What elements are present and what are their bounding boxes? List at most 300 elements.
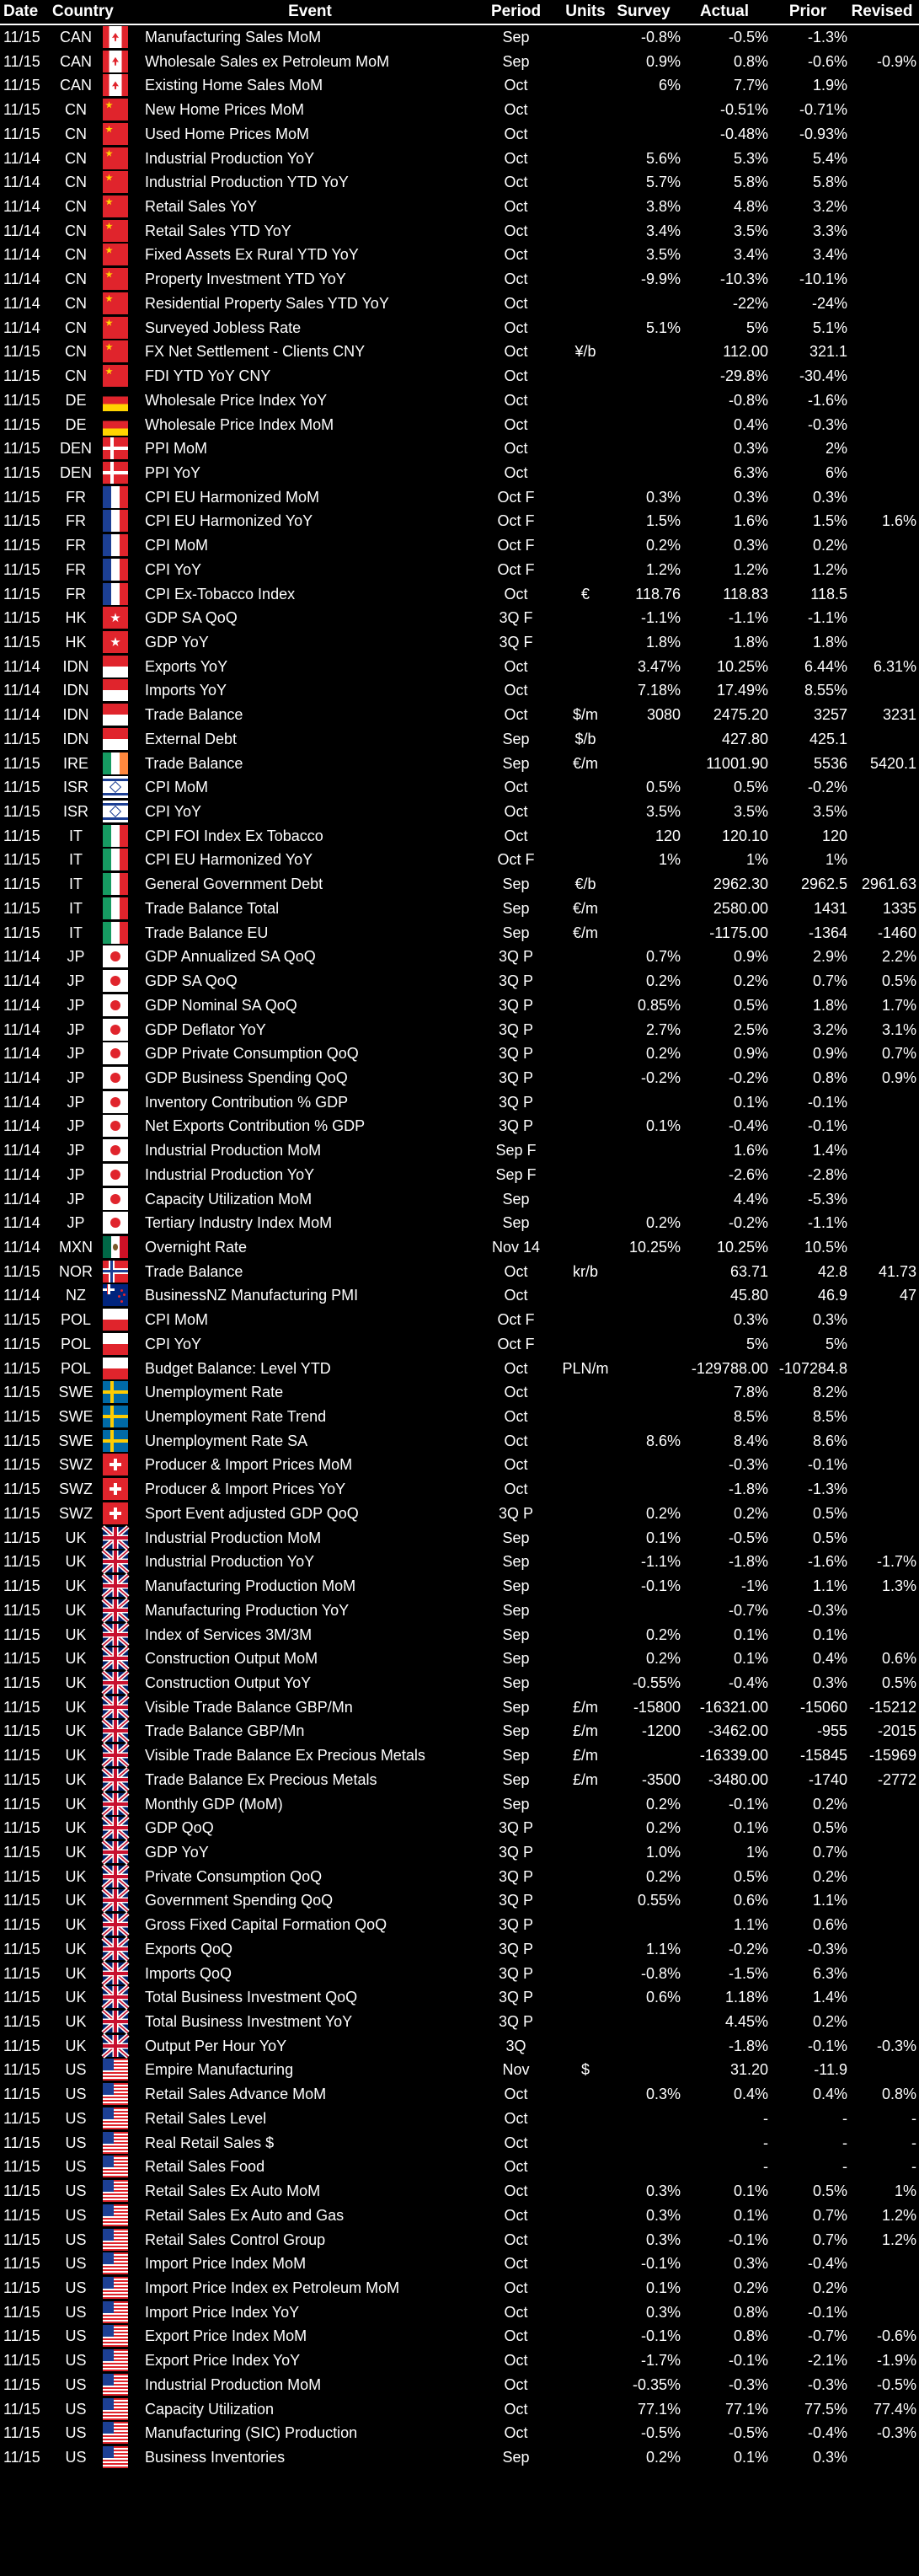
cell-survey: 1.5% [645,512,681,530]
cell-country: UK [65,1770,87,1788]
cell-event: Retail Sales Ex Auto and Gas [145,2206,345,2224]
cell-period: Oct [504,149,528,167]
cell-date: 11/15 [3,1795,40,1813]
cell-prior: -1.6% [807,391,847,409]
table-row [0,485,919,509]
cell-survey: 120 [655,827,681,844]
hk-flag-icon [103,631,128,653]
cell-revised [847,1477,916,1501]
cell-survey: 0.2% [645,1795,681,1813]
cell-event: Unemployment Rate Trend [145,1408,327,1426]
fr-flag-icon [103,510,128,532]
cell-survey [606,1380,681,1404]
cell-revised [847,630,916,654]
cell-country: UK [65,1650,87,1668]
cell-period: Oct [504,367,528,385]
cell-event: CPI YoY [145,560,202,578]
cell-survey: 0.2% [645,1650,681,1668]
cell-actual: -0.4% [728,1117,768,1135]
cell-country: POL [60,1359,92,1377]
table-row [0,1066,919,1090]
cell-prior: -1.3% [807,29,847,46]
country-flag [101,2421,130,2445]
cell-actual: -1.1% [728,609,768,627]
country-flag [101,1719,130,1743]
cell-event: CPI EU Harmonized MoM [145,488,320,506]
no-flag-icon [103,1261,128,1283]
cell-event: Net Exports Contribution % GDP [145,1117,366,1135]
cell-revised: 1.6% [881,512,916,530]
ca-flag-icon [103,26,128,48]
cell-revised [847,800,916,823]
uk-flag-icon [103,1769,128,1791]
cell-actual: 0.5% [733,779,768,796]
table-row [0,219,919,243]
cell-survey [606,1090,681,1114]
cell-country: CAN [59,77,92,94]
jp-flag-icon [103,1067,128,1089]
cell-actual: -22% [732,294,768,312]
country-flag [101,1380,130,1404]
country-flag [101,2179,130,2203]
cell-actual: -1% [740,1577,768,1595]
cell-country: US [65,2279,87,2296]
cell-country: US [65,2352,87,2370]
cell-prior: 3.5% [812,803,847,821]
cell-period: Oct [504,1456,528,1474]
cell-revised [847,25,916,49]
cell-revised [847,122,916,146]
cell-prior: 5.8% [812,174,847,191]
cell-period: Oct [504,1481,528,1498]
cell-survey [606,2107,681,2130]
cell-event: Trade Balance [145,1262,243,1280]
cell-revised [847,364,916,388]
country-flag [101,1357,130,1380]
cell-actual: 1.1% [733,1916,768,1934]
cell-survey: -9.9% [640,270,681,288]
cell-country: US [65,2375,87,2393]
cell-revised [847,1865,916,1888]
cell-date: 11/15 [3,101,40,119]
table-row [0,340,919,363]
cell-units: €/b [574,876,596,893]
uk-flag-icon [103,1914,128,1936]
cell-country: JP [67,972,85,990]
table-row [0,1357,919,1380]
country-flag [101,1671,130,1695]
cell-date: 11/15 [3,1529,40,1546]
cell-country: IT [69,876,83,893]
cell-country: JP [67,1045,85,1063]
cell-revised: 3231 [882,706,916,724]
cell-revised: 1.3% [881,1577,916,1595]
cell-actual: 1.18% [724,1989,768,2006]
country-flag [101,147,130,170]
cell-country: CN [65,294,87,312]
cell-survey: 0.2% [645,972,681,990]
uk-flag-icon [103,1550,128,1572]
cell-country: DE [65,391,87,409]
cell-period: Oct [504,222,528,239]
cell-actual: 2475.20 [713,706,768,724]
cell-country: UK [65,1964,87,1982]
country-flag [101,993,130,1017]
cell-period: Sep [502,899,530,917]
cell-country: US [65,2109,87,2127]
table-row [0,1840,919,1864]
cell-period: Sep [502,1577,530,1595]
cell-actual: -0.5% [728,29,768,46]
cell-survey [606,1332,681,1356]
cell-actual: 0.2% [733,2279,768,2296]
cell-date: 11/14 [3,319,40,336]
cell-survey [606,122,681,146]
cell-prior: 2% [825,440,847,458]
cell-date: 11/15 [3,2255,40,2273]
cell-date: 11/15 [3,1964,40,1982]
cell-revised: 1335 [882,899,916,917]
cell-revised: 2961.63 [861,876,916,893]
cell-survey: 0.7% [645,948,681,966]
country-flag [101,2155,130,2178]
cell-country: HK [65,634,87,651]
table-row [0,2300,919,2324]
cell-prior: 1.1% [812,1892,847,1909]
table-row [0,655,919,678]
pl-flag-icon [103,1333,128,1355]
country-flag [101,388,130,412]
cell-date: 11/15 [3,1504,40,1522]
cell-period: 3Q P [498,1819,534,1837]
cell-prior: -0.1% [807,2037,847,2054]
cell-date: 11/15 [3,560,40,578]
cell-event: Business Inventories [145,2449,286,2466]
cell-prior: -107284.8 [778,1359,847,1377]
cell-country: SWZ [59,1456,93,1474]
cell-survey: -15800 [633,1698,681,1716]
cell-country: UK [65,1698,87,1716]
cell-event: CPI MoM [145,1311,209,1329]
cell-revised [847,775,916,799]
cell-period: Sep [502,1770,530,1788]
country-flag [101,1695,130,1719]
cell-prior: 42.8 [817,1262,847,1280]
cell-revised: -0.6% [876,2327,916,2345]
cell-date: 11/15 [3,2206,40,2224]
table-row [0,170,919,194]
cell-date: 11/15 [3,1650,40,1668]
cell-survey: 1.8% [645,634,681,651]
cell-country: IT [69,827,83,844]
country-flag [101,2131,130,2155]
country-flag [101,1114,130,1138]
cell-revised [847,1187,916,1211]
jp-flag-icon [103,1188,128,1210]
cell-country: ISR [62,803,88,821]
cell-date: 11/15 [3,1698,40,1716]
table-row [0,2082,919,2106]
cell-period: Oct [504,2206,528,2224]
cell-country: CAN [59,52,92,70]
cell-period: 3Q P [498,1892,534,1909]
de-flag-icon [103,389,128,411]
uk-flag-icon [103,1963,128,1984]
cell-period: Oct [504,2375,528,2393]
cell-survey: 3.5% [645,803,681,821]
cell-event: Output Per Hour YoY [145,2037,287,2054]
cell-event: GDP Deflator YoY [145,1020,266,1038]
cell-event: Used Home Prices MoM [145,125,310,142]
cn-flag-icon [103,195,128,217]
cell-country: UK [65,1601,87,1619]
cell-survey [606,1187,681,1211]
country-flag [101,461,130,485]
cell-revised: -2015 [877,1722,916,1740]
country-flag [101,1260,130,1283]
us-flag-icon [103,2422,128,2444]
cell-date: 11/14 [3,657,40,675]
table-row [0,2228,919,2252]
cell-date: 11/15 [3,1262,40,1280]
cell-date: 11/15 [3,463,40,481]
cell-prior: 2962.5 [800,876,847,893]
cell-prior: 0.5% [812,2182,847,2200]
cell-prior: 1.8% [812,996,847,1014]
table-row [0,413,919,436]
country-flag [101,219,130,243]
cell-prior: -5.3% [807,1190,847,1208]
cell-date: 11/15 [3,2303,40,2321]
cell-country: IT [69,924,83,941]
cell-survey: 0.55% [637,1892,681,1909]
cell-event: Budget Balance: Level YTD [145,1359,331,1377]
cell-units: £/m [572,1770,598,1788]
us-flag-icon [103,2204,128,2226]
cell-event: GDP SA QoQ [145,972,238,990]
table-row [0,1768,919,1791]
country-flag [101,1888,130,1912]
cell-country: UK [65,1674,87,1691]
cell-date: 11/15 [3,1867,40,1885]
cell-event: Private Consumption QoQ [145,1867,323,1885]
country-flag [101,921,130,945]
cell-country: US [65,2061,87,2079]
cell-revised [847,436,916,460]
cell-event: CPI MoM [145,537,209,554]
cell-units: $/m [572,706,598,724]
cell-actual: 4.4% [733,1190,768,1208]
il-flag-icon [103,776,128,798]
cell-event: Total Business Investment QoQ [145,1989,358,2006]
cell-date: 11/15 [3,2279,40,2296]
cell-country: UK [65,2013,87,2031]
us-flag-icon [103,2156,128,2177]
cell-prior: -1364 [808,924,847,941]
table-row [0,147,919,170]
cell-event: Wholesale Price Index YoY [145,391,328,409]
cell-event: CPI Ex-Tobacco Index [145,585,296,602]
cell-survey: 0.3% [645,2182,681,2200]
cell-survey: 0.9% [645,52,681,70]
country-flag [101,1962,130,1985]
cell-period: Oct [504,270,528,288]
cell-actual: 63.71 [729,1262,768,1280]
cell-actual: 0.3% [733,488,768,506]
table-header [0,0,919,24]
table-row [0,1719,919,1743]
cell-event: GDP Annualized SA QoQ [145,948,316,966]
country-flag [101,2276,130,2300]
cell-date: 11/14 [3,246,40,264]
cell-revised: 47 [899,1287,916,1304]
header-period: Period [490,3,542,20]
ie-flag-icon [103,752,128,774]
country-flag [101,316,130,340]
cell-survey: 3080 [646,706,681,724]
cell-country: HK [65,609,87,627]
cell-period: Sep F [495,1142,537,1159]
cell-event: Export Price Index YoY [145,2352,301,2370]
cell-event: Industrial Production YoY [145,1165,315,1183]
cell-prior: -0.71% [799,101,847,119]
cell-event: Trade Balance GBP/Mn [145,1722,305,1740]
country-flag [101,655,130,678]
country-flag [101,582,130,606]
cell-country: US [65,2231,87,2248]
cell-actual: -2.6% [728,1165,768,1183]
header-revised: Revised [851,3,913,20]
cell-survey: -1.7% [640,2352,681,2370]
cell-country: JP [67,1117,85,1135]
cell-revised [847,1502,916,1525]
cell-period: Sep [502,2449,530,2466]
cell-actual: 3.5% [733,803,768,821]
cell-event: Producer & Import Prices YoY [145,1481,346,1498]
cell-prior: 1.9% [812,77,847,94]
country-flag [101,1477,130,1501]
cell-survey: 0.2% [645,1867,681,1885]
cell-period: Oct [504,198,528,216]
cell-event: Retail Sales Control Group [145,2231,326,2248]
cell-revised [847,824,916,848]
table-row [0,1042,919,1065]
cell-revised [847,219,916,243]
cell-period: Oct [504,2400,528,2418]
table-row [0,2010,919,2033]
cell-prior: 5.1% [812,319,847,336]
cell-revised [847,1623,916,1647]
us-flag-icon [103,2398,128,2420]
cell-event: External Debt [145,730,238,747]
cell-survey [606,98,681,121]
country-flag [101,1792,130,1816]
table-row [0,703,919,726]
se-flag-icon [103,1406,128,1427]
table-row [0,1671,919,1695]
cell-country: IDN [62,730,89,747]
cell-revised: 0.8% [881,2086,916,2103]
cell-event: Trade Balance Ex Precious Metals [145,1770,377,1788]
cell-actual: 1.6% [733,512,768,530]
cell-country: SWZ [59,1504,93,1522]
cell-country: FR [66,488,86,506]
cell-survey: 0.3% [645,488,681,506]
cell-period: Sep [502,876,530,893]
cell-date: 11/15 [3,1335,40,1352]
country-flag [101,558,130,581]
country-flag [101,2010,130,2033]
cell-event: Industrial Production MoM [145,1529,322,1546]
cell-revised [847,98,916,121]
cn-flag-icon [103,317,128,339]
country-flag [101,1768,130,1791]
cell-period: Oct F [497,560,535,578]
us-flag-icon [103,2277,128,2299]
country-flag [101,413,130,436]
cell-period: Oct [504,2255,528,2273]
cell-period: Oct [504,1287,528,1304]
cell-period: Oct F [497,851,535,869]
cell-revised [847,1405,916,1428]
uk-flag-icon [103,1793,128,1815]
cell-actual: 1.8% [733,634,768,651]
cell-survey: 0.1% [645,2279,681,2296]
country-flag [101,533,130,557]
cell-event: BusinessNZ Manufacturing PMI [145,1287,359,1304]
cell-date: 11/15 [3,1916,40,1934]
cell-event: CPI FOI Index Ex Tobacco [145,827,323,844]
cell-prior: -0.1% [807,1093,847,1111]
cell-date: 11/15 [3,1456,40,1474]
cell-revised [847,413,916,436]
country-flag [101,703,130,726]
cell-country: US [65,2206,87,2224]
cell-period: Oct [504,2279,528,2296]
cell-actual: -10.3% [719,270,768,288]
cell-prior: 1.1% [812,1577,847,1595]
cell-period: 3Q F [499,609,533,627]
cell-revised [847,1114,916,1138]
cell-period: Oct F [497,1311,535,1329]
cell-actual: 0.8% [733,52,768,70]
table-row [0,2058,919,2081]
cell-prior: -0.6% [807,52,847,70]
country-flag [101,267,130,291]
country-flag [101,364,130,388]
country-flag [101,2348,130,2372]
country-flag [101,1235,130,1259]
cell-country: DE [65,415,87,433]
cell-event: Industrial Production YTD YoY [145,174,349,191]
country-flag [101,1647,130,1670]
cell-prior: 8.6% [812,1432,847,1449]
cell-actual: 8.5% [733,1408,768,1426]
cell-prior: 3.4% [812,246,847,264]
cell-event: Trade Balance Total [145,899,280,917]
cell-event: GDP Business Spending QoQ [145,1068,348,1086]
cell-date: 11/15 [3,2013,40,2031]
cell-date: 11/14 [3,174,40,191]
cell-date: 11/15 [3,367,40,385]
table-row [0,1308,919,1331]
cell-period: 3Q P [498,1964,534,1982]
cell-actual: -16339.00 [699,1747,768,1765]
cell-date: 11/14 [3,948,40,966]
cell-date: 11/15 [3,125,40,142]
cell-event: Trade Balance [145,754,243,772]
cell-prior: - [842,2134,847,2151]
